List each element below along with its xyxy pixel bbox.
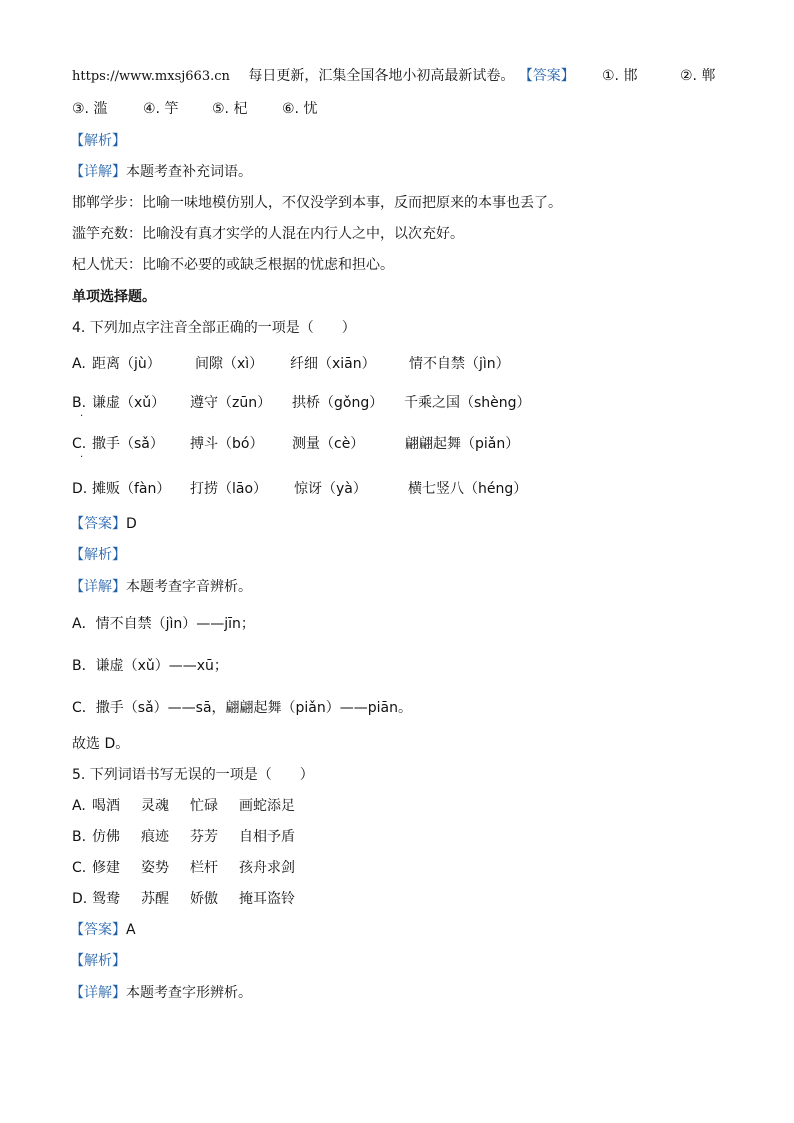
q5-option-label: D.	[72, 891, 88, 907]
q3-answer-3: ③. 滥	[72, 101, 108, 117]
q3-detail	[70, 162, 252, 182]
q5-option-item: 姿势	[141, 860, 169, 876]
q4-option-item: 遵守（zūn）	[190, 395, 272, 411]
site-url: https://www.mxsj663.cn	[72, 69, 230, 84]
q5-option-item: 仿佛	[92, 829, 120, 845]
q4-option-item: 拱桥（gǒng）	[292, 395, 384, 411]
q4-option-item: 情不自禁（jìn）	[409, 356, 510, 372]
q5-option-item: 鸳鸯	[92, 891, 120, 907]
q5-detail-text: 本题考查字形辨析。	[126, 985, 252, 1001]
q5-option-item: 栏杆	[190, 860, 218, 876]
q3-analysis-tag: 【解析】	[70, 133, 126, 149]
site-notice: 每日更新，汇集全国各地小初高最新试卷。	[248, 68, 515, 84]
q4-option-label: B.	[72, 395, 87, 411]
answer-tag: 【答案】	[518, 68, 575, 84]
q4-stem: 4. 下列加点字注音全部正确的一项是（ ）	[72, 320, 356, 336]
q3-detail-text: 本题考查补充词语。	[126, 164, 252, 180]
q5-option-item: 画蛇添足	[239, 798, 295, 814]
q5-analysis-tag: 【解析】	[70, 953, 126, 969]
q4-option-item: 打捞（lāo）	[190, 481, 268, 497]
q4-answer-tag: 【答案】	[70, 516, 126, 532]
q4-option-item: 惊讶（yà）	[294, 481, 367, 497]
q4-analysis-line: C．撒手（sǎ）——sā，翩翩起舞（piǎn）——piān。	[72, 700, 412, 716]
q3-explanation-3: 杞人忧天：比喻不必要的或缺乏根据的忧虑和担心。	[72, 257, 394, 273]
q5-option-label: A.	[72, 798, 86, 814]
header-line	[72, 66, 575, 87]
q4-answer	[70, 514, 137, 534]
q4-detail-tag: 【详解】	[70, 579, 126, 595]
q5-option-item: 忙碌	[190, 798, 218, 814]
q4-option-item: 横七竖八（héng）	[408, 481, 528, 497]
q4-option-label: A.	[72, 356, 86, 372]
q4-option-item: 谦虚（xǔ）	[92, 395, 166, 411]
q4-option-item: 距离（jù）	[92, 356, 161, 372]
q5-answer-value: A	[126, 922, 136, 938]
q5-option-item: 痕迹	[141, 829, 169, 845]
q4-option-item: 翩翩起舞（piǎn）	[405, 436, 520, 452]
q3-answer-6: ⑥. 忧	[282, 101, 318, 117]
q4-option-item: 搏斗（bó）	[190, 436, 264, 452]
q5-answer-tag: 【答案】	[70, 922, 126, 938]
q4-option-item: 摊贩（fàn）	[92, 481, 171, 497]
q5-option-item: 掩耳盗铃	[239, 891, 295, 907]
q4-option-item: 间隙（xì）	[195, 356, 264, 372]
emphasis-dot: ·	[80, 452, 84, 463]
q4-analysis-line: A．情不自禁（jìn）——jīn；	[72, 616, 255, 632]
q3-answer-5: ⑤. 杞	[212, 101, 248, 117]
q5-option-label: B.	[72, 829, 87, 845]
q5-detail	[70, 983, 252, 1003]
section-title: 单项选择题。	[72, 289, 156, 305]
q5-option-item: 孩舟求剑	[239, 860, 295, 876]
q4-option-item: 测量（cè）	[292, 436, 365, 452]
q5-option-item: 自相予盾	[239, 829, 295, 845]
q4-analysis-tag: 【解析】	[70, 547, 126, 563]
q4-option-item: 撒手（sǎ）	[92, 436, 164, 452]
q5-option-item: 喝酒	[92, 798, 120, 814]
q5-option-item: 灵魂	[141, 798, 169, 814]
q5-option-item: 修建	[92, 860, 120, 876]
q5-option-label: C.	[72, 860, 87, 876]
q3-answer-2: ②. 郸	[680, 68, 716, 84]
q5-stem: 5. 下列词语书写无误的一项是（ ）	[72, 767, 314, 783]
q4-option-item: 纤细（xiān）	[290, 356, 376, 372]
q3-answer-4: ④. 竽	[143, 101, 179, 117]
q4-detail-text: 本题考查字音辨析。	[126, 579, 252, 595]
q4-option-item: 千乘之国（shèng）	[404, 395, 531, 411]
q4-detail	[70, 577, 252, 597]
q4-answer-value: D	[126, 516, 137, 532]
q4-analysis-line: 故选 D。	[72, 736, 130, 752]
q5-option-item: 芬芳	[190, 829, 218, 845]
emphasis-dot: ·	[80, 411, 84, 422]
q5-answer	[70, 920, 136, 940]
q3-detail-tag: 【详解】	[70, 164, 126, 180]
q4-analysis-line: B．谦虚（xǔ）——xū；	[72, 658, 228, 674]
q3-explanation-1: 邯郸学步：比喻一味地模仿别人，不仅没学到本事，反而把原来的本事也丢了。	[72, 195, 562, 211]
q4-option-label: C.	[72, 436, 87, 452]
q3-explanation-2: 滥竽充数：比喻没有真才实学的人混在内行人之中，以次充好。	[72, 226, 464, 242]
q5-option-item: 娇傲	[190, 891, 218, 907]
q3-answer-1: ①. 邯	[602, 68, 638, 84]
q5-detail-tag: 【详解】	[70, 985, 126, 1001]
q4-option-label: D.	[72, 481, 88, 497]
q5-option-item: 苏醒	[141, 891, 169, 907]
